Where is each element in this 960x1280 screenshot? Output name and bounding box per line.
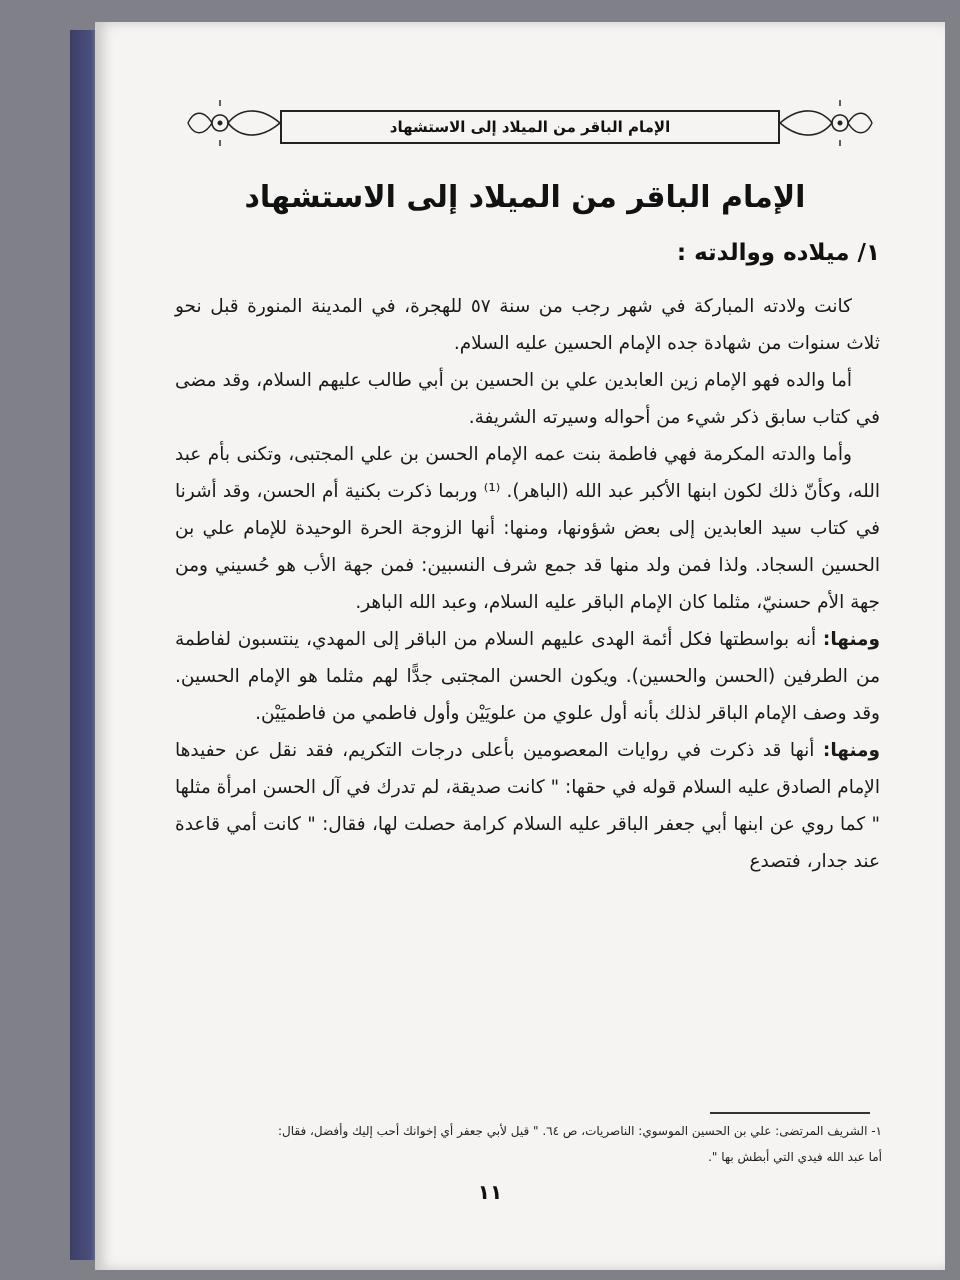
running-title: الإمام الباقر من الميلاد إلى الاستشهاد	[389, 118, 671, 136]
footnotes	[175, 1118, 882, 1170]
paragraph	[175, 621, 880, 732]
footnote-divider	[710, 1112, 870, 1114]
chapter-title: الإمام الباقر من الميلاد إلى الاستشهاد	[244, 180, 806, 215]
paragraph-text: أنه بواسطتها فكل أئمة الهدى عليهم السلام من الباقر إلى المهدي، ينتسبون لفاطمة من الطرفين (الحسن والحسين). ويكون الحسن المجتبى جدًّا لهم مثلما هو الإمام الحسين. وقد وصف الإمام الباقر لذلك بأنه أول علوي من علويَيْن وأول فاطمي من فاطميَيْن.	[175, 629, 880, 724]
header-box	[280, 110, 780, 144]
footnote: ١- الشريف المرتضى: علي بن الحسين الموسوي: الناصريات، ص ٦٤. " قيل لأبي جعفر أي إخوانك أحب إليك وأفضل، فقال:	[278, 1124, 882, 1138]
footnote: أما عبد الله فيدي التي أبطش بها ".	[708, 1150, 882, 1164]
paragraph: وأما والدته المكرمة فهي فاطمة بنت عمه الإمام الحسن بن علي المجتبى، وتكنى بأم عبد الله، وكأنّ ذلك لكون ابنها الأكبر عبد الله (الباهر). ⁽¹⁾ وربما ذكرت بكنية أم الحسن، وقد أشرنا في كتاب سيد العابدين إلى بعض شؤونها، ومنها: أنها الزوجة الحرة الوحيدة للإمام علي بن الحسين السجاد. ولذا فمن ولد منها قد جمع شرف النسبين: فمن جهة الأب هو حُسيني ومن جهة الأم حسنيّ، مثلما كان الإمام الباقر عليه السلام، وعبد الله الباهر.	[175, 444, 880, 613]
paragraph-lead: ومنها:	[822, 740, 880, 761]
paragraph-lead: ومنها:	[822, 629, 880, 650]
paragraph: أما والده فهو الإمام زين العابدين علي بن الحسين بن أبي طالب عليهم السلام، وقد مضى في كتاب سابق ذكر شيء من أحواله وسيرته الشريفة.	[175, 370, 880, 428]
paragraph-text: أنها قد ذكرت في روايات المعصومين بأعلى درجات التكريم، فقد نقل عن حفيدها الإمام الصادق عليه السلام قوله في حقها: " كانت صديقة، لم تدرك في آل الحسن امرأة مثلها " كما روي عن ابنها أبي جعفر الباقر عليه السلام كرامة حصلت لها، فقال: " كانت أمي قاعدة عند جدار، فتصدع	[175, 740, 880, 872]
section-heading: ١/ ميلاده ووالدته :	[676, 240, 880, 266]
ornament-right-icon	[780, 96, 880, 150]
page-number: ١١	[477, 1180, 503, 1204]
paragraph: كانت ولادته المباركة في شهر رجب من سنة ٥٧ للهجرة، في المدينة المنورة قبل نحو ثلاث سنوات من شهادة جده الإمام الحسين عليه السلام.	[175, 296, 880, 354]
paragraph	[175, 732, 880, 880]
body-text	[175, 288, 880, 880]
running-header	[180, 96, 880, 150]
ornament-left-icon	[180, 96, 280, 150]
